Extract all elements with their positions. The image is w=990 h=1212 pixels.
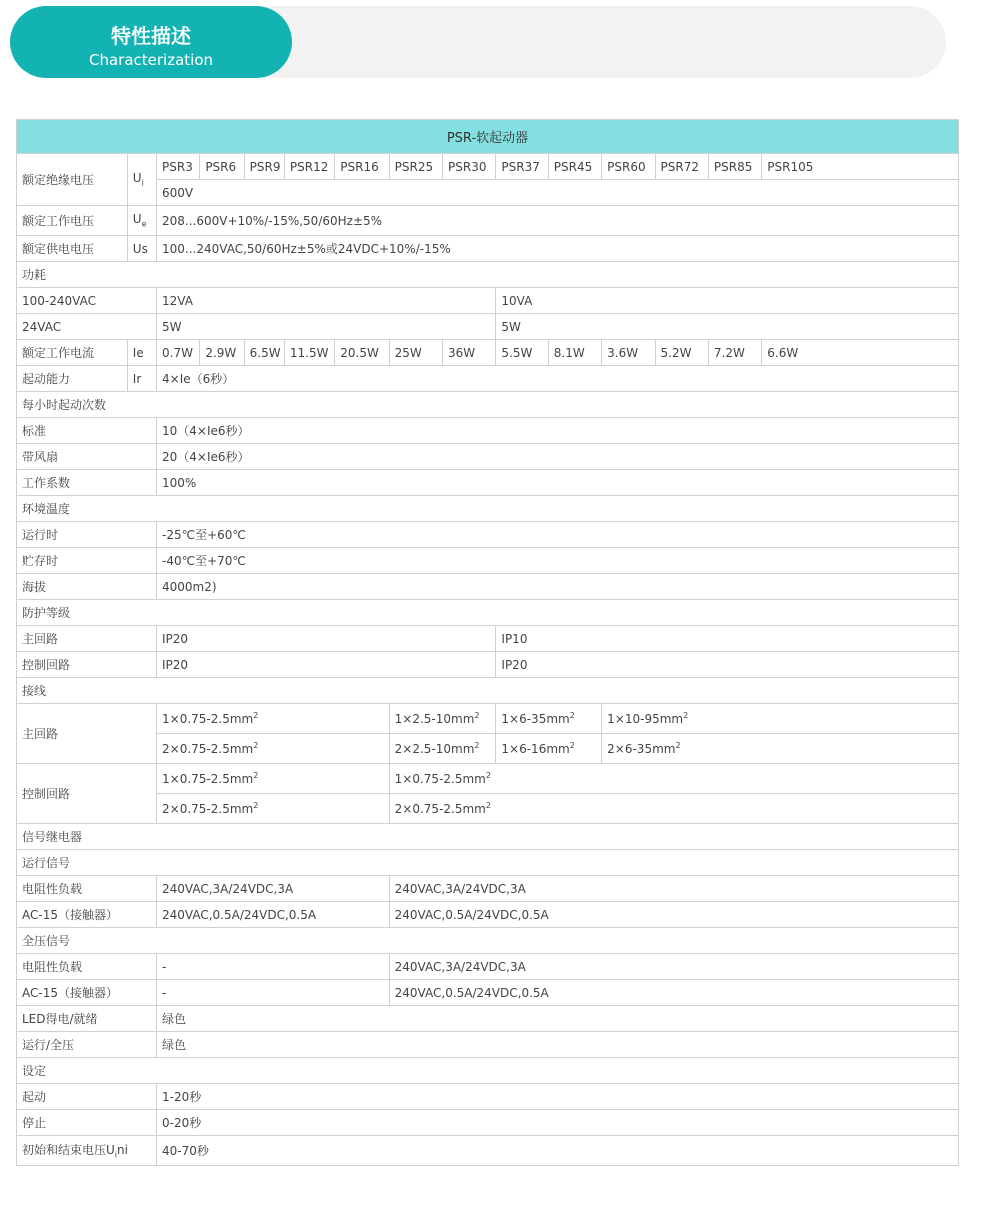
cell-value: 绿色 [157,1032,959,1058]
row-label: 初始和结束电压$U_ini$ [17,1136,157,1166]
row-symbol: $U_i$ [127,154,156,206]
table-row [17,1136,959,1166]
cell-value: IP20 [496,652,959,678]
section-row [17,824,959,850]
model-header: PSR12 [284,154,334,180]
section-title-cn: 特性描述 [111,24,191,48]
row-symbol: $U_e$ [127,206,156,236]
table-row [17,764,959,794]
section-header: 功耗 [17,262,959,288]
section-header: 接线 [17,678,959,704]
section-row [17,678,959,704]
row-label: AC-15（接触器） [17,902,157,928]
table-row [17,522,959,548]
section-header: 每小时起动次数 [17,392,959,418]
row-label: 海拔 [17,574,157,600]
cell-value: $1\times 0.75-2.5mm^2$ [157,704,390,734]
table-row [17,418,959,444]
row-label: 24VAC [17,314,157,340]
cell-value: 240VAC,0.5A/24VDC,0.5A [157,902,390,928]
section-row [17,600,959,626]
cell-value: 5.5W [496,340,548,366]
row-label: 100-240VAC [17,288,157,314]
cell-value: 8.1W [548,340,601,366]
section-header: 防护等级 [17,600,959,626]
table-row [17,340,959,366]
model-header: PSR85 [708,154,761,180]
row-label: 额定工作电压 [17,206,128,236]
row-label: LED得电/就绪 [17,1006,157,1032]
table-row [17,704,959,734]
header-tab [10,6,292,78]
section-row [17,262,959,288]
cell-value: 20.5W [335,340,389,366]
table-row [17,652,959,678]
section-row [17,928,959,954]
cell-value: 100% [157,470,959,496]
row-label: 贮存时 [17,548,157,574]
cell-value: -40℃至+70℃ [157,548,959,574]
cell-value: 5.2W [655,340,708,366]
table-row [17,1032,959,1058]
table-row [17,980,959,1006]
table-row [17,1084,959,1110]
row-label: 主回路 [17,626,157,652]
cell-value: 绿色 [157,1006,959,1032]
cell-value: -25℃至+60℃ [157,522,959,548]
row-label: 额定工作电流 [17,340,128,366]
model-header: PSR3 [157,154,200,180]
row-label: 带风扇 [17,444,157,470]
model-header: PSR60 [602,154,655,180]
model-header: PSR30 [443,154,496,180]
section-header: 运行信号 [17,850,959,876]
cell-value: 1-20秒 [157,1084,959,1110]
cell-value: 600V [157,180,959,206]
section-header: 设定 [17,1058,959,1084]
cell-value: IP10 [496,626,959,652]
cell-value: 240VAC,0.5A/24VDC,0.5A [389,980,958,1006]
row-label: 额定绝缘电压 [17,154,128,206]
model-header: PSR9 [244,154,284,180]
row-symbol: Ie [127,340,156,366]
table-row [17,794,959,824]
row-label: 控制回路 [17,652,157,678]
row-label: 运行/全压 [17,1032,157,1058]
cell-value: 25W [389,340,442,366]
cell-value: $1\times 0.75-2.5mm^2$ [389,764,958,794]
cell-value: 240VAC,3A/24VDC,3A [157,876,390,902]
cell-value: 7.2W [708,340,761,366]
cell-value: 36W [443,340,496,366]
section-header: 环境温度 [17,496,959,522]
table-row [17,902,959,928]
cell-value: 4000m2) [157,574,959,600]
table-row [17,206,959,236]
table-row [17,180,959,206]
cell-value: $1\times 6-16mm^2$ [496,734,602,764]
cell-value: 12VA [157,288,496,314]
section-row [17,496,959,522]
cell-value: 2.9W [200,340,244,366]
cell-value: 100...240VAC,50/60Hz±5%或24VDC+10%/-15% [157,236,959,262]
cell-value: 4×Ie（6秒） [157,366,959,392]
row-label: 运行时 [17,522,157,548]
table-row [17,288,959,314]
cell-value: 3.6W [602,340,655,366]
cell-value: 240VAC,0.5A/24VDC,0.5A [389,902,958,928]
cell-value: $1\times 2.5-10mm^2$ [389,704,496,734]
cell-value: 0.7W [157,340,200,366]
cell-value: - [157,954,390,980]
table-row [17,236,959,262]
table-row [17,1006,959,1032]
row-label: 额定供电电压 [17,236,128,262]
row-label: 主回路 [17,704,157,764]
row-label: 工作系数 [17,470,157,496]
section-row [17,392,959,418]
model-header: PSR6 [200,154,244,180]
model-header: PSR72 [655,154,708,180]
cell-value: 11.5W [284,340,334,366]
cell-value: $2\times 0.75-2.5mm^2$ [157,734,390,764]
table-row [17,470,959,496]
model-header: PSR37 [496,154,548,180]
cell-value: 240VAC,3A/24VDC,3A [389,954,958,980]
table-row [17,626,959,652]
cell-value: $1\times 10-95mm^2$ [602,704,959,734]
table-title: PSR-软起动器 [17,120,959,154]
cell-value: IP20 [157,626,496,652]
table-row [17,876,959,902]
row-label: 起动能力 [17,366,128,392]
cell-value: $2\times 6-35mm^2$ [602,734,959,764]
model-header: PSR16 [335,154,389,180]
table-row [17,954,959,980]
table-row [17,548,959,574]
cell-value: 5W [496,314,959,340]
cell-value: 6.6W [762,340,959,366]
model-header: PSR45 [548,154,601,180]
cell-value: $1\times 6-35mm^2$ [496,704,602,734]
section-header: 信号继电器 [17,824,959,850]
cell-value: 20（4×Ie6秒） [157,444,959,470]
section-row [17,1058,959,1084]
cell-value: $2\times 0.75-2.5mm^2$ [389,794,958,824]
section-row [17,850,959,876]
table-row [17,444,959,470]
cell-value: 5W [157,314,496,340]
table-row [17,154,959,180]
cell-value: 40-70秒 [157,1136,959,1166]
row-symbol: Ir [127,366,156,392]
cell-value: 0-20秒 [157,1110,959,1136]
spec-table [16,119,959,1166]
model-header: PSR105 [762,154,959,180]
cell-value: 6.5W [244,340,284,366]
cell-value: $1\times 0.75-2.5mm^2$ [157,764,390,794]
row-label: 控制回路 [17,764,157,824]
cell-value: 208...600V+10%/-15%,50/60Hz±5% [157,206,959,236]
table-row [17,734,959,764]
row-label: 标准 [17,418,157,444]
row-label: 电阻性负载 [17,876,157,902]
cell-value: 10VA [496,288,959,314]
row-symbol: Us [127,236,156,262]
cell-value: IP20 [157,652,496,678]
row-label: 停止 [17,1110,157,1136]
cell-value: $2\times 0.75-2.5mm^2$ [157,794,390,824]
row-label: 电阻性负载 [17,954,157,980]
cell-value: - [157,980,390,1006]
table-row [17,1110,959,1136]
cell-value: 240VAC,3A/24VDC,3A [389,876,958,902]
cell-value: $2\times 2.5-10mm^2$ [389,734,496,764]
table-row [17,314,959,340]
section-header: 全压信号 [17,928,959,954]
row-label: 起动 [17,1084,157,1110]
model-header: PSR25 [389,154,442,180]
table-row [17,574,959,600]
table-row [17,366,959,392]
row-label: AC-15（接触器） [17,980,157,1006]
cell-value: 10（4×Ie6秒） [157,418,959,444]
section-title-en: Characterization [88,51,214,69]
